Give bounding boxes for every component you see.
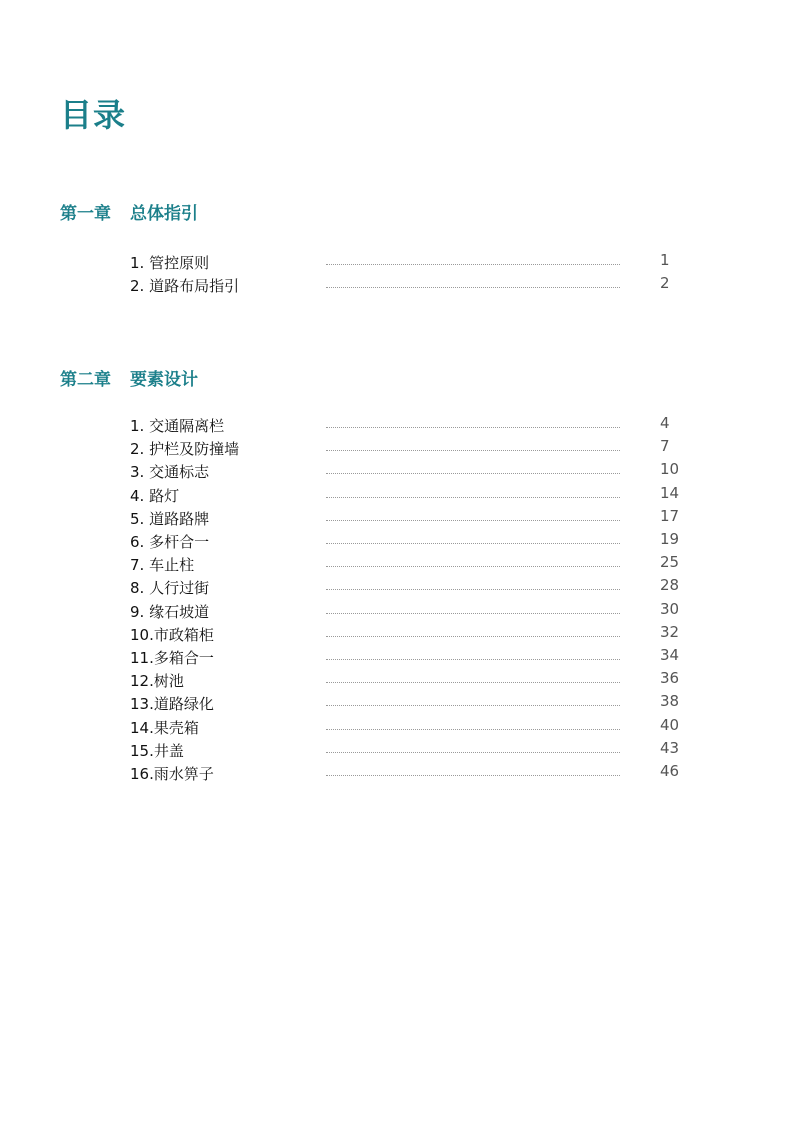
leader-dots [326, 427, 620, 428]
toc-entry-label[interactable]: 1. 管控原则 [130, 254, 210, 272]
toc-entry-label[interactable]: 12.树池 [130, 672, 184, 691]
leader-dots [326, 473, 620, 474]
leader-dots [326, 729, 620, 730]
chapter-name: 要素设计 [130, 370, 198, 390]
toc-entry[interactable] [0, 717, 800, 740]
toc-entry-page[interactable]: 1 [660, 251, 670, 269]
toc-entry-label[interactable]: 5. 道路路牌 [130, 509, 210, 528]
leader-dots [326, 682, 620, 683]
toc-entry[interactable] [0, 415, 800, 438]
toc-entry-label[interactable]: 3. 交通标志 [130, 463, 210, 482]
toc-entry-label[interactable]: 2. 护栏及防撞墙 [130, 440, 240, 459]
chapter-heading [60, 201, 198, 227]
toc-entry-page[interactable]: 10 [660, 460, 680, 479]
toc-entry[interactable] [0, 252, 800, 275]
toc-entry-label[interactable]: 6. 多杆合一 [130, 533, 210, 551]
leader-dots [326, 264, 620, 265]
leader-dots [326, 636, 620, 637]
toc-entry-page[interactable]: 43 [660, 738, 680, 757]
leader-dots [326, 497, 620, 498]
toc-entry-label[interactable]: 4. 路灯 [130, 486, 180, 505]
toc-entry-page[interactable]: 7 [660, 437, 670, 456]
leader-dots [326, 752, 620, 753]
toc-entry-label[interactable]: 2. 道路布局指引 [130, 277, 240, 295]
toc-entry-page[interactable]: 40 [660, 715, 680, 734]
chapter-heading [60, 367, 198, 393]
leader-dots [326, 543, 620, 544]
toc-entry-label[interactable]: 7. 车止柱 [130, 556, 195, 575]
toc-entry[interactable] [0, 461, 800, 484]
toc-entry[interactable] [0, 693, 800, 716]
page-title: 目录 [60, 96, 127, 134]
leader-dots [326, 520, 620, 521]
leader-dots [326, 705, 620, 706]
toc-entry[interactable] [0, 577, 800, 600]
leader-dots [326, 589, 620, 590]
toc-entry-label[interactable]: 15.井盖 [130, 741, 184, 760]
toc-entry-label[interactable]: 14.果壳箱 [130, 718, 199, 737]
toc-entry-label[interactable]: 13.道路绿化 [130, 695, 214, 714]
chapter-number: 第二章 [60, 370, 111, 390]
toc-entry-page[interactable]: 17 [660, 506, 680, 525]
toc-entry-label[interactable]: 11.多箱合一 [130, 649, 214, 667]
toc-entry[interactable] [0, 275, 800, 298]
leader-dots [326, 450, 620, 451]
leader-dots [326, 287, 620, 288]
toc-entry-page[interactable]: 38 [660, 692, 680, 711]
leader-dots [326, 613, 620, 614]
toc-entry-page[interactable]: 2 [660, 274, 670, 292]
toc-entry[interactable] [0, 508, 800, 531]
toc-entry[interactable] [0, 624, 800, 647]
toc-entry-page[interactable]: 30 [660, 599, 680, 618]
toc-entry-page[interactable]: 19 [660, 530, 680, 548]
toc-entry-label[interactable]: 8. 人行过街 [130, 579, 210, 598]
toc-entry-label[interactable]: 16.雨水箅子 [130, 765, 214, 783]
toc-entry-page[interactable]: 25 [660, 553, 680, 572]
toc-entry[interactable] [0, 670, 800, 693]
toc-entry[interactable] [0, 740, 800, 763]
toc-entry-page[interactable]: 46 [660, 762, 680, 780]
toc-entry-page[interactable]: 34 [660, 646, 680, 664]
toc-entry-page[interactable]: 36 [660, 669, 680, 688]
toc-entry[interactable] [0, 647, 800, 670]
toc-entry-page[interactable]: 28 [660, 576, 680, 595]
leader-dots [326, 659, 620, 660]
chapter-number: 第一章 [60, 204, 111, 224]
toc-entry-page[interactable]: 14 [660, 483, 680, 502]
toc-entry-label[interactable]: 10.市政箱柜 [130, 625, 214, 644]
chapter-name: 总体指引 [130, 204, 198, 224]
toc-entry[interactable] [0, 438, 800, 461]
toc-entry-label[interactable]: 9. 缘石坡道 [130, 602, 210, 621]
toc-entry-label[interactable]: 1. 交通隔离栏 [130, 417, 225, 435]
toc-entry[interactable] [0, 531, 800, 554]
toc-entry-page[interactable]: 4 [660, 414, 670, 432]
toc-entry[interactable] [0, 763, 800, 786]
toc-entry[interactable] [0, 485, 800, 508]
toc-entry[interactable] [0, 601, 800, 624]
toc-entry[interactable] [0, 554, 800, 577]
leader-dots [326, 775, 620, 776]
toc-entry-page[interactable]: 32 [660, 622, 680, 641]
leader-dots [326, 566, 620, 567]
